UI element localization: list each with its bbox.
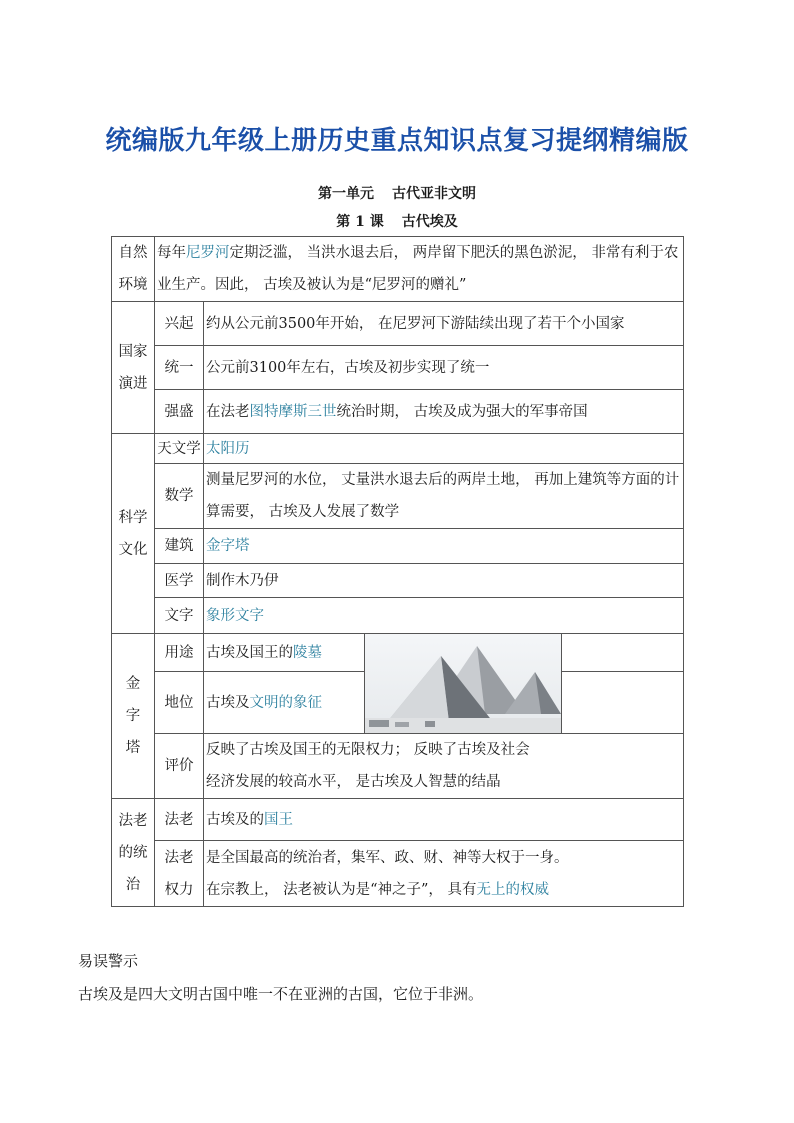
pyr-eval-line-2: 经济发展的较高水平， 是古埃及人智慧的结晶 — [206, 774, 501, 790]
state-strong-text — [204, 390, 684, 434]
state-category: 国家演进 — [112, 302, 155, 434]
pyr-status-label: 地位 — [155, 672, 204, 734]
pharaoh-power-line-1: 是全国最高的统治者，集军、政、财、神等大权于一身。 — [206, 849, 569, 866]
state-unify-text: 公元前3100年左右，古埃及初步实现了统一 — [204, 346, 684, 390]
sci-med-label: 医学 — [155, 564, 204, 598]
unit-heading — [0, 183, 794, 203]
pyr-category: 金字塔 — [112, 634, 155, 799]
env-highlight-nile: 尼罗河 — [186, 245, 230, 261]
sci-astro-text: 太阳历 — [204, 434, 684, 464]
pharaoh-text — [204, 799, 684, 841]
sci-arch-text: 金字塔 — [204, 529, 684, 564]
sci-write-label: 文字 — [155, 598, 204, 634]
sci-math-label: 数学 — [155, 464, 204, 529]
lesson-label: 第 1 课 — [336, 214, 384, 230]
knowledge-table — [111, 236, 684, 907]
env-text-2: 定期泛滥， 当洪水退去后， 两岸留下肥沃的黑色淤泥， 非常有利于农业生产。因此， 古埃及被认为是“尼罗河的赠礼” — [157, 245, 679, 293]
strong-text-2: 统治时期， 古埃及成为强大的军事帝国 — [336, 403, 588, 420]
unit-label: 第一单元 — [318, 186, 374, 202]
pyr-status-highlight: 文明的象征 — [249, 694, 322, 711]
sci-math-text: 测量尼罗河的水位， 丈量洪水退去后的两岸土地， 再加上建筑等方面的计算需要， 古埃及人发展了数学 — [204, 464, 684, 529]
pharaoh-power-text-2: 在宗教上， 法老被认为是“神之子”， 具有 — [206, 881, 477, 898]
pyr-use-text — [204, 634, 365, 672]
note-title: 易误警示 — [78, 952, 139, 970]
pharaoh-text-1: 古埃及的 — [206, 811, 264, 828]
pyr-use-text-1: 古埃及国王的 — [206, 644, 293, 661]
pyramid-photo — [365, 634, 562, 733]
sci-arch-label: 建筑 — [155, 529, 204, 564]
pyr-use-highlight: 陵墓 — [293, 644, 322, 661]
state-strong-label: 强盛 — [155, 390, 204, 434]
pharaoh-power-text — [204, 841, 684, 907]
sci-med-text: 制作木乃伊 — [204, 564, 684, 598]
lesson-name: 古代埃及 — [401, 214, 458, 230]
state-rise-label: 兴起 — [155, 302, 204, 346]
pharaoh-power-label: 法老权力 — [155, 841, 204, 907]
pharaoh-power-line-2 — [206, 874, 681, 906]
pyramid-photo-cell — [365, 634, 562, 734]
env-text — [155, 237, 684, 302]
note-text: 古埃及是四大文明古国中唯一不在亚洲的古国，它位于非洲。 — [78, 985, 484, 1003]
state-unify-label: 统一 — [155, 346, 204, 390]
pharaoh-power-highlight: 无上的权威 — [476, 881, 550, 898]
pharaoh-label: 法老 — [155, 799, 204, 841]
state-rise-text: 约从公元前3500年开始， 在尼罗河下游陆续出现了若干个小国家 — [204, 302, 684, 346]
page-title: 统编版九年级上册历史重点知识点复习提纲精编版 — [105, 126, 689, 156]
sci-category: 科学文化 — [112, 434, 155, 634]
lesson-heading — [0, 211, 794, 231]
sci-write-text: 象形文字 — [204, 598, 684, 634]
env-category: 自然环境 — [112, 237, 155, 302]
pyr-status-text — [204, 672, 365, 734]
strong-text-1: 在法老 — [206, 403, 250, 420]
pharaoh-highlight: 国王 — [264, 811, 293, 828]
pyr-status-text-1: 古埃及 — [206, 694, 250, 711]
env-text-1: 每年 — [157, 245, 186, 261]
sci-astro-label: 天文学 — [155, 434, 204, 464]
pyr-eval-text — [204, 734, 684, 799]
unit-name: 古代亚非文明 — [392, 186, 476, 202]
strong-highlight: 图特摩斯三世 — [249, 403, 337, 420]
pyr-use-label: 用途 — [155, 634, 204, 672]
pyr-eval-line-1: 反映了古埃及国王的无限权力； 反映了古埃及社会 — [206, 742, 530, 758]
pyr-eval-label: 评价 — [155, 734, 204, 799]
pharaoh-category: 法老的统治 — [112, 799, 155, 907]
